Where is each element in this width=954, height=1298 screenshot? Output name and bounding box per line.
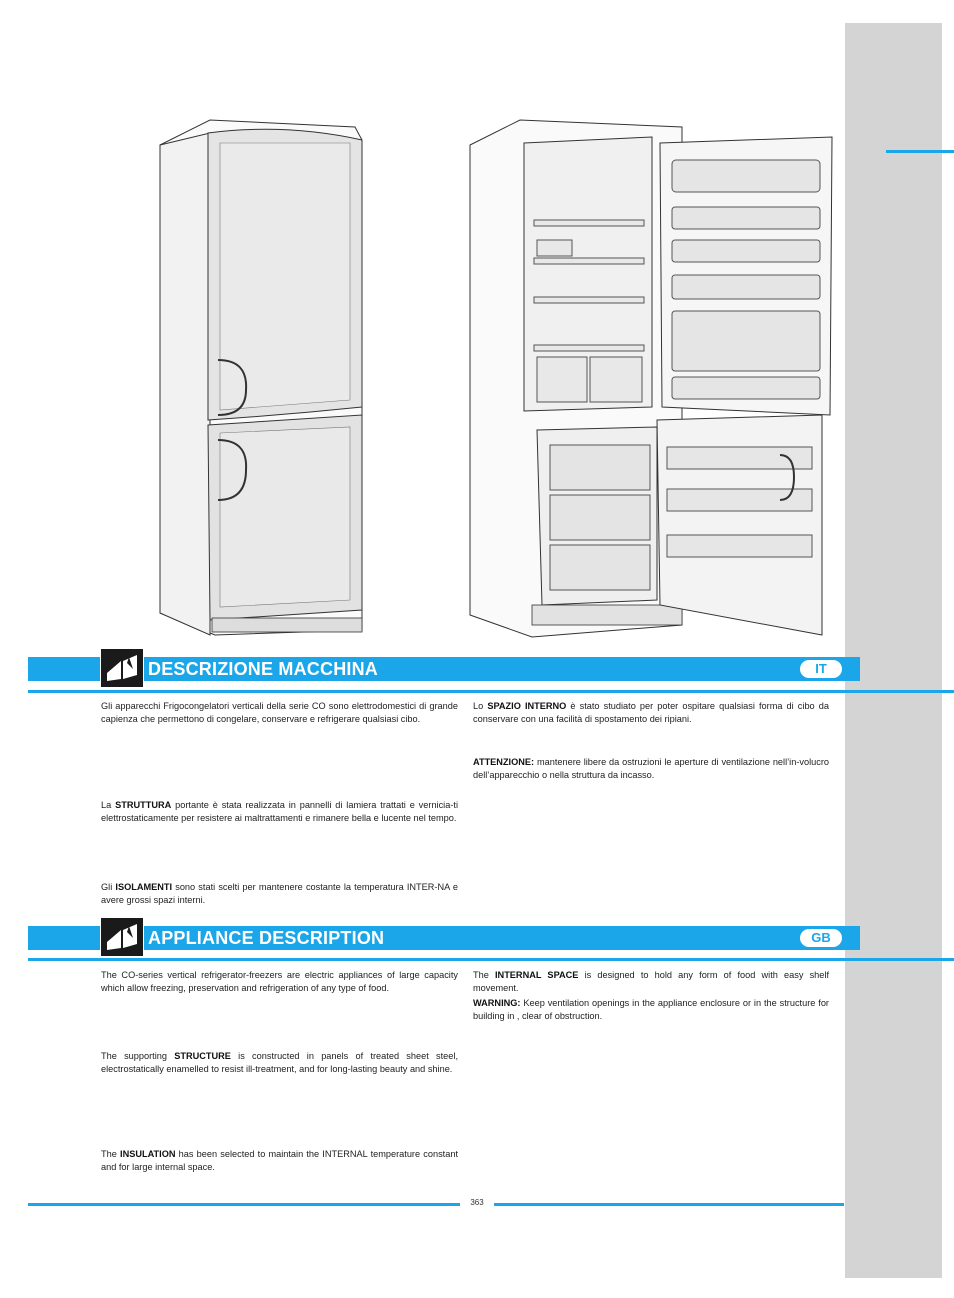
gb-paragraph-structure: The supporting STRUCTURE is constructed in panels of treated sheet steel, electrostatically enamelled to resist ill-treatment, and for long-lasting beauty and shine. (101, 1051, 458, 1075)
language-badge-gb: GB (800, 929, 842, 947)
open-book-icon (100, 648, 144, 688)
section-rule-gb (28, 958, 954, 961)
fridge-closed-illustration (150, 115, 380, 645)
gb-paragraph-intro: The CO-series vertical refrigerator-freezers are electric appliances of large capacity which allow freezing, preservation and refrigeration of any type of food. (101, 970, 458, 994)
side-tab-marker (886, 150, 954, 153)
it-paragraph-warning: ATTENZIONE: mantenere libere da ostruzioni le aperture di ventilazione nell’in-volucro dell’apparecchio o nella struttura da incasso. (473, 757, 829, 781)
section-rule-it (28, 690, 954, 693)
gb-paragraph-internal-space: The INTERNAL SPACE is designed to hold any form of food with easy shelf movement. (473, 970, 829, 994)
section-title-it: DESCRIZIONE MACCHINA (148, 659, 379, 679)
it-paragraph-insulation: Gli ISOLAMENTI sono stati scelti per mantenere costante la temperatura INTER-NA e avere grossi spazi interni. (101, 882, 459, 906)
side-tab-strip (845, 23, 942, 1278)
fridge-open-illustration (462, 115, 842, 645)
footer-rule-left (28, 1203, 460, 1206)
language-badge-it: IT (800, 660, 842, 678)
page-number: 363 (470, 1198, 484, 1207)
gb-paragraph-warning: WARNING: Keep ventilation openings in the appliance enclosure or in the structure for building in , clear of obstruction. (473, 998, 829, 1022)
open-book-icon (100, 917, 144, 957)
section-title-gb: APPLIANCE DESCRIPTION (148, 928, 385, 948)
it-paragraph-intro: Gli apparecchi Frigocongelatori verticali della serie CO sono elettrodomestici di grande capienza che permettono di congelare, conservare e refrigerare qualsiasi cibo. (101, 701, 458, 725)
it-paragraph-structure: La STRUTTURA portante è stata realizzata in pannelli di lamiera trattati e vernicia-ti elettrostaticamente per resistere ai maltrattamenti e rimanere bella e lucente nel tempo. (101, 800, 458, 824)
footer-rule-right (494, 1203, 844, 1206)
gb-paragraph-insulation: The INSULATION has been selected to maintain the INTERNAL temperature constant and for large internal space. (101, 1149, 459, 1173)
it-paragraph-internal-space: Lo SPAZIO INTERNO è stato studiato per poter ospitare qualsiasi forma di cibo da conservare con una facilità di spostamento dei ripiani. (473, 701, 829, 725)
